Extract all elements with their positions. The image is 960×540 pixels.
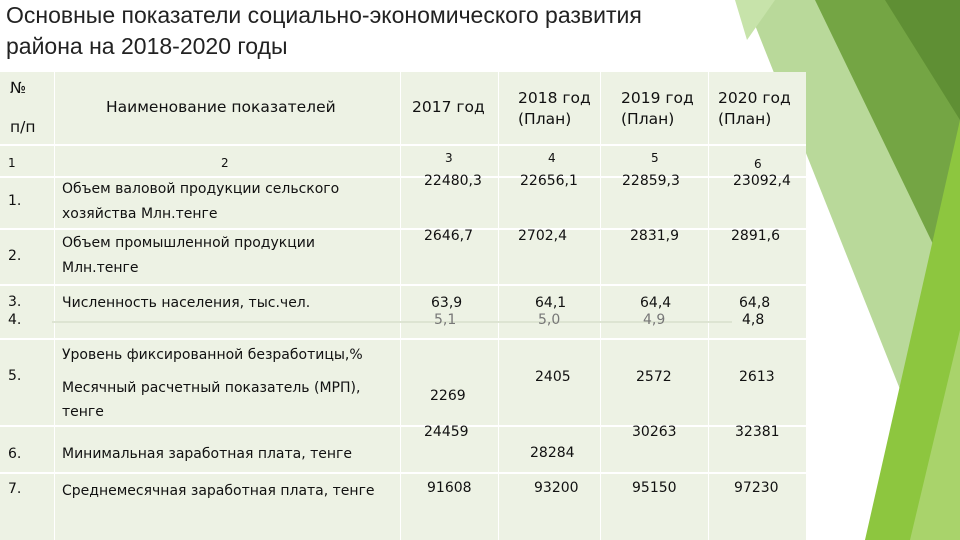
row-number: 6.	[8, 446, 22, 462]
title-line-1: Основные показатели социально-экономического развития	[6, 2, 642, 28]
row-number: 1.	[8, 193, 22, 209]
header-2017: 2017 год	[412, 98, 485, 116]
column-divider	[708, 72, 709, 540]
row-divider	[0, 144, 806, 146]
header-indicator-name: Наименование показателей	[106, 98, 336, 116]
header-2019: 2019 год	[621, 89, 694, 107]
row-divider	[0, 338, 806, 340]
cell-2017: 2269	[430, 388, 466, 404]
cell-2018: 5,0	[538, 312, 561, 328]
cell-2019: 2572	[636, 369, 672, 385]
cell-2017: 63,9	[431, 295, 463, 311]
header-number-pp: п/п	[10, 118, 36, 136]
row-divider	[0, 472, 806, 474]
row-name: Среднемесячная заработная плата, тенге	[62, 483, 375, 499]
row-divider	[0, 228, 806, 230]
row-number: 5.	[8, 368, 22, 384]
row-divider	[0, 284, 806, 286]
cell-2020: 32381	[735, 424, 780, 440]
row-number: 3.	[8, 294, 22, 310]
header-2018-plan: (План)	[518, 110, 572, 128]
col-number: 3	[445, 151, 453, 165]
col-number: 2	[221, 156, 229, 170]
row-name: Объем промышленной продукции	[62, 235, 315, 251]
title-line-2: района на 2018-2020 годы	[6, 33, 288, 59]
row-name: тенге	[62, 404, 104, 420]
row-divider	[0, 176, 806, 178]
cell-2019: 2831,9	[630, 228, 679, 244]
cell-2017: 22480,3	[424, 173, 482, 189]
column-divider	[600, 72, 601, 540]
row-divider-faint	[52, 321, 732, 323]
row-number: 4.	[8, 312, 22, 328]
header-2020-plan: (План)	[718, 110, 772, 128]
cell-2017: 24459	[424, 424, 469, 440]
cell-2020: 4,8	[742, 312, 765, 328]
col-number: 6	[754, 157, 762, 171]
col-number: 4	[548, 151, 556, 165]
row-name: Млн.тенге	[62, 260, 139, 276]
column-divider	[498, 72, 499, 540]
cell-2018: 64,1	[535, 295, 567, 311]
row-number: 2.	[8, 248, 22, 264]
cell-2018: 22656,1	[520, 173, 578, 189]
row-name: Месячный расчетный показатель (МРП),	[62, 380, 361, 396]
slide-title	[6, 0, 642, 62]
cell-2017: 91608	[427, 480, 472, 496]
column-divider	[400, 72, 401, 540]
header-2018: 2018 год	[518, 89, 591, 107]
cell-2020: 97230	[734, 480, 779, 496]
cell-2018: 28284	[530, 445, 575, 461]
row-divider	[0, 425, 806, 427]
row-name: хозяйства Млн.тенге	[62, 206, 218, 222]
cell-2018: 2405	[535, 369, 571, 385]
cell-2018: 93200	[534, 480, 579, 496]
row-name: Уровень фиксированной безработицы,%	[62, 347, 363, 363]
row-name: Объем валовой продукции сельского	[62, 181, 340, 197]
cell-2018: 2702,4	[518, 228, 567, 244]
header-2019-plan: (План)	[621, 110, 675, 128]
row-name: Численность населения, тыс.чел.	[62, 295, 311, 311]
cell-2020: 23092,4	[733, 173, 791, 189]
cell-2019: 30263	[632, 424, 677, 440]
row-name: Минимальная заработная плата, тенге	[62, 446, 353, 462]
cell-2017: 5,1	[434, 312, 457, 328]
cell-2019: 4,9	[643, 312, 666, 328]
cell-2020: 2891,6	[731, 228, 780, 244]
cell-2020: 2613	[739, 369, 775, 385]
header-number-sign: №	[10, 79, 27, 97]
cell-2019: 22859,3	[622, 173, 680, 189]
header-2020: 2020 год	[718, 89, 791, 107]
cell-2020: 64,8	[739, 295, 771, 311]
column-divider	[54, 72, 55, 540]
cell-2019: 64,4	[640, 295, 672, 311]
cell-2019: 95150	[632, 480, 677, 496]
col-number: 1	[8, 156, 16, 170]
col-number: 5	[651, 151, 659, 165]
cell-2017: 2646,7	[424, 228, 473, 244]
row-number: 7.	[8, 481, 22, 497]
